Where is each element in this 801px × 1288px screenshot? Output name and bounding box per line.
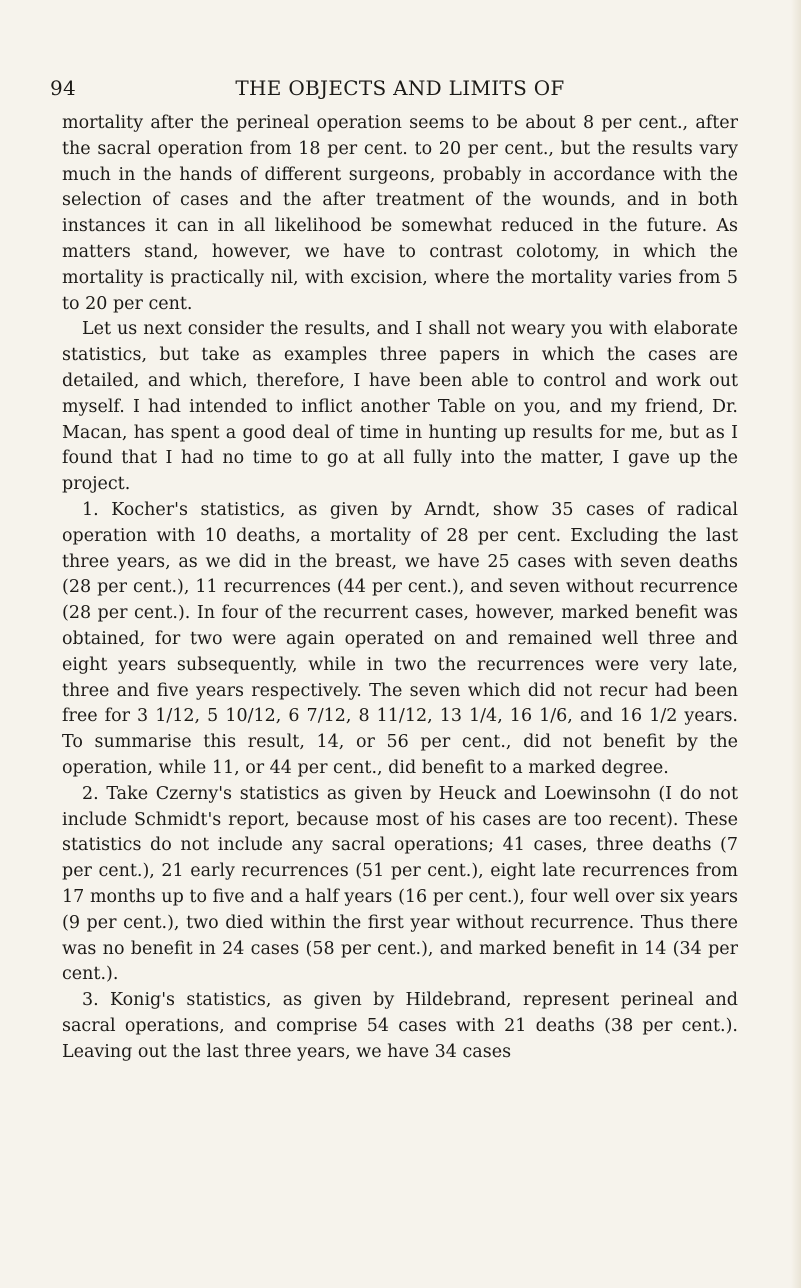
paragraph-konig: 3. Konig's statistics, as given by Hildebrand, represent perineal and sacral operations, and comprise 54 cases with 21 deaths (38 per cent.). Leaving out the last three years, we have 34 cases — [62, 990, 738, 1062]
paragraph-czerny: 2. Take Czerny's statistics as given by Heuck and Loewinsohn (I do not include Schmidt's report, because most of his cases are too recent). These statistics do not include any sacral operations; 41 cases, three deaths (7 per cent.), 21 early recurrences (51 per cent.), eight late recurrences from 17 months up to five and a half years (16 per cent.), four well over six years (9 per cent.), two died within the first year without recurrence. Thus there was no benefit in 24 cases (58 per cent.), and marked benefit in 14 (34 per cent.). — [62, 783, 738, 985]
paragraph-kocher: 1. Kocher's statistics, as given by Arndt, show 35 cases of radical operation with 10 deaths, a mortality of 28 per cent. Excluding the last three years, as we did in the breast, we have 25 cases with seven deaths (28 per cent.), 11 recurrences (44 per cent.), and seven without recurrence (28 per cent.). In four of the recurrent cases, however, marked benefit was obtained, for two were again operated on and remained well three and eight years subsequently, while in two the recurrences were very late, three and five years respectively. The seven which did not recur had been free for 3 1/12, 5 10/12, 6 7/12, 8 11/12, 13 1/4, 16 1/6, and 16 1/2 years. To summarise this result, 14, or 56 per cent., did not benefit by the operation, while 11, or 44 per cent., did benefit to a marked degree. — [62, 499, 738, 778]
running-title: THE OBJECTS AND LIMITS OF — [235, 76, 565, 100]
body-text — [62, 111, 738, 1065]
page-edge-shadow — [791, 0, 801, 1288]
paragraph-statistics-intro: Let us next consider the results, and I shall not weary you with elaborate statistics, but take as examples three papers in which the cases are detailed, and which, therefore, I have been able to control and work out myself. I had intended to inflict another Table on you, and my friend, Dr. Macan, has spent a good deal of time in hunting up results for me, but as I found that I had no time to go at all fully into the matter, I gave up the project. — [62, 319, 738, 495]
page-number: 94 — [50, 76, 77, 100]
running-head — [50, 76, 750, 102]
paragraph-continued: mortality after the perineal operation seems to be about 8 per cent., after the sacral operation from 18 per cent. to 20 per cent., but the results vary much in the hands of different surgeons, probably in accordance with the selection of cases and the after treatment of the wounds, and in both instances it can in all likelihood be somewhat reduced in the future. As matters stand, however, we have to contrast colotomy, in which the mortality is practically nil, with excision, where the mortality varies from 5 to 20 per cent. — [62, 113, 738, 314]
